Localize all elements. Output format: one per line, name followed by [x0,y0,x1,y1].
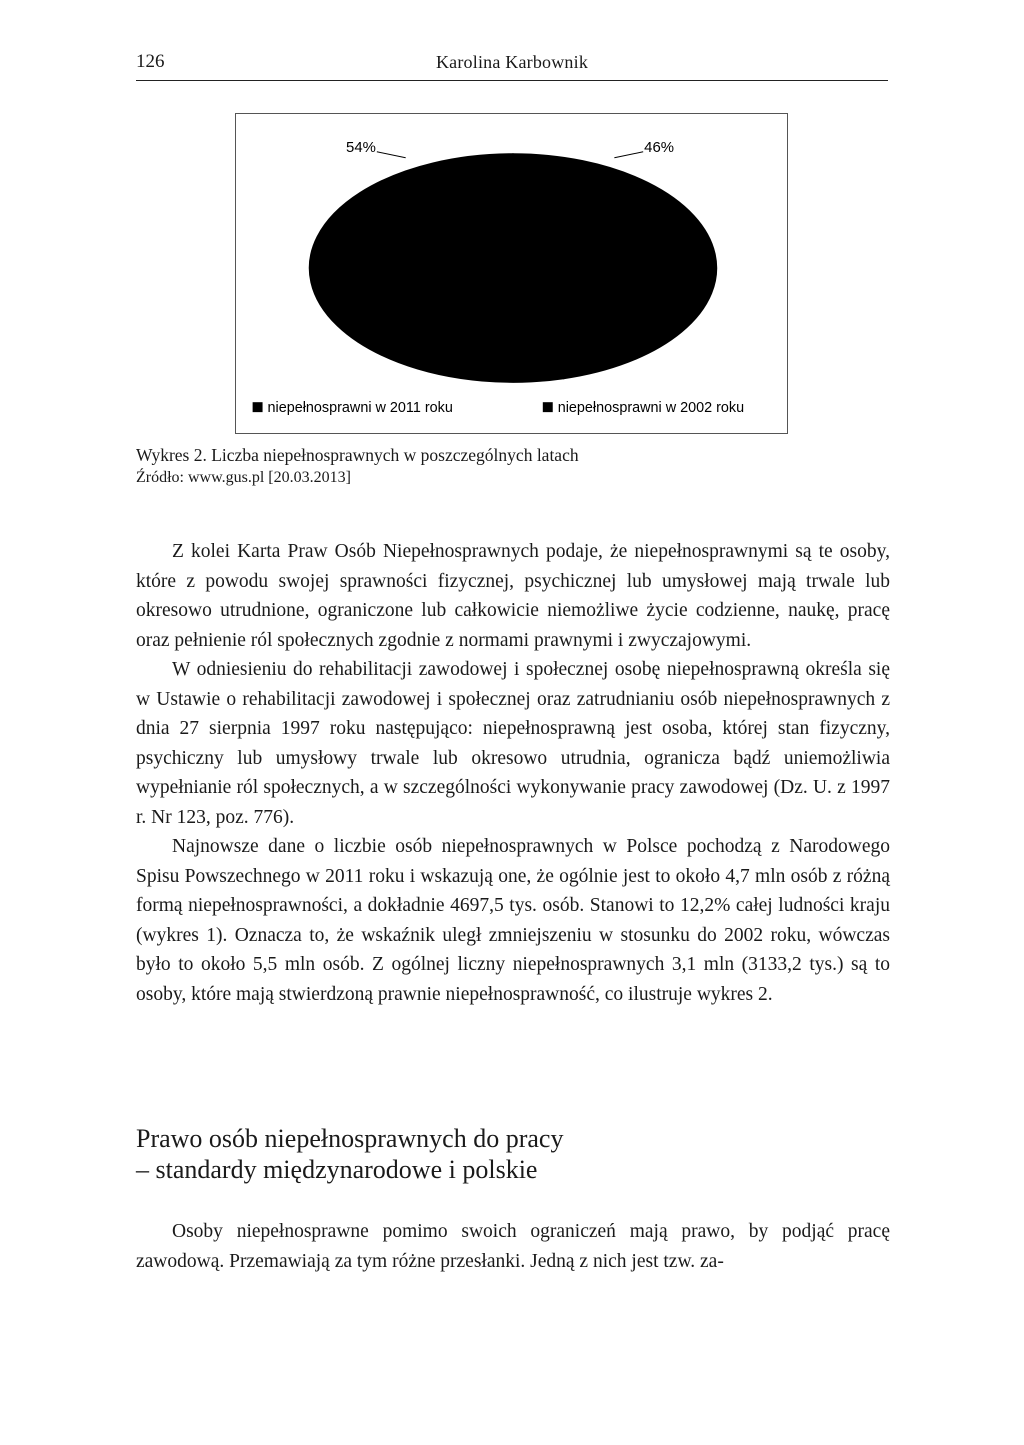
data-label-2011: 54% [346,139,376,156]
figure-source: Źródło: www.gus.pl [20.03.2013] [136,469,351,486]
data-label-2002: 46% [644,139,674,156]
page-number: 126 [136,51,165,72]
section-heading-line-2: – standardy międzynarodowe i polskie [136,1155,538,1184]
section-text [136,1217,890,1276]
legend-label-2011: niepełnosprawni w 2011 roku [267,400,453,417]
body-text [136,537,890,1009]
figure-caption: Wykres 2. Liczba niepełnosprawnych w poszczególnych latach [136,445,579,465]
leader-line-2002 [614,152,643,158]
legend-swatch-2011 [253,402,263,412]
pie-slices [309,154,716,383]
paragraph: Najnowsze dane o liczbie osób niepełnosprawnych w Polsce pochodzą z Narodowego Spisu Powszechnego w 2011 roku i wskazują one, że ogólnie jest to około 4,7 mln osób z różną formą niepełnosprawności, a dokładnie 4697,5 tys. osób. Stanowi to 12,2% całej ludności kraju (wykres 1). Oznacza to, że wskaźnik uległ zmniejszeniu w stosunku do 2002 roku, wówczas było to około 5,5 mln osób. Z ogólnej liczny niepełnosprawnych 3,1 mln (3133,2 tys.) są to osoby, które mają stwierdzoną prawnie niepełnosprawność, co ilustruje wykres 2. [136,836,890,1005]
running-head: Karolina Karbownik [435,52,589,72]
section-heading [136,1123,890,1185]
chart-legend [253,400,744,416]
legend-swatch-2002 [543,402,553,412]
page-header [136,46,888,81]
pie-chart [235,113,788,434]
paragraph: Osoby niepełnosprawne pomimo swoich ograniczeń mają prawo, by podjąć pracę zawodową. Przemawiają za tym różne przesłanki. Jedną z nich jest tzw. za- [136,1221,890,1272]
paragraph: W odniesieniu do rehabilitacji zawodowej i społecznej osobę niepełnosprawną określa się w Ustawie o rehabilitacji zawodowej i społecznej oraz zatrudnianiu osób niepełnosprawnych z dnia 27 sierpnia 1997 roku następująco: niepełnosprawną jest osoba, której stan fizyczny, psychiczny lub umysłowy trwale lub okresowo utrudnia, ogranicza bądź uniemożliwia wypełnianie ról społecznych, a w szczególności wykonywanie pracy zawodowej (Dz. U. z 1997 r. Nr 123, poz. 776). [136,659,890,828]
legend-label-2002: niepełnosprawni w 2002 roku [557,400,745,417]
paragraph: Z kolei Karta Praw Osób Niepełnosprawnych podaje, że niepełnosprawnymi są te osoby, które z powodu swojej sprawności fizycznej, psychicznej lub umysłowej mają trwale lub okresowo utrudnione, ograniczone lub całkowicie niemożliwe życie codzienne, naukę, pracę oraz pełnienie ról społecznych zgodnie z normami prawnymi i zwyczajowymi. [136,541,890,651]
section-heading-line-1: Prawo osób niepełnosprawnych do pracy [136,1124,564,1153]
leader-line-2011 [377,152,406,158]
pie-chart-svg [236,114,787,433]
